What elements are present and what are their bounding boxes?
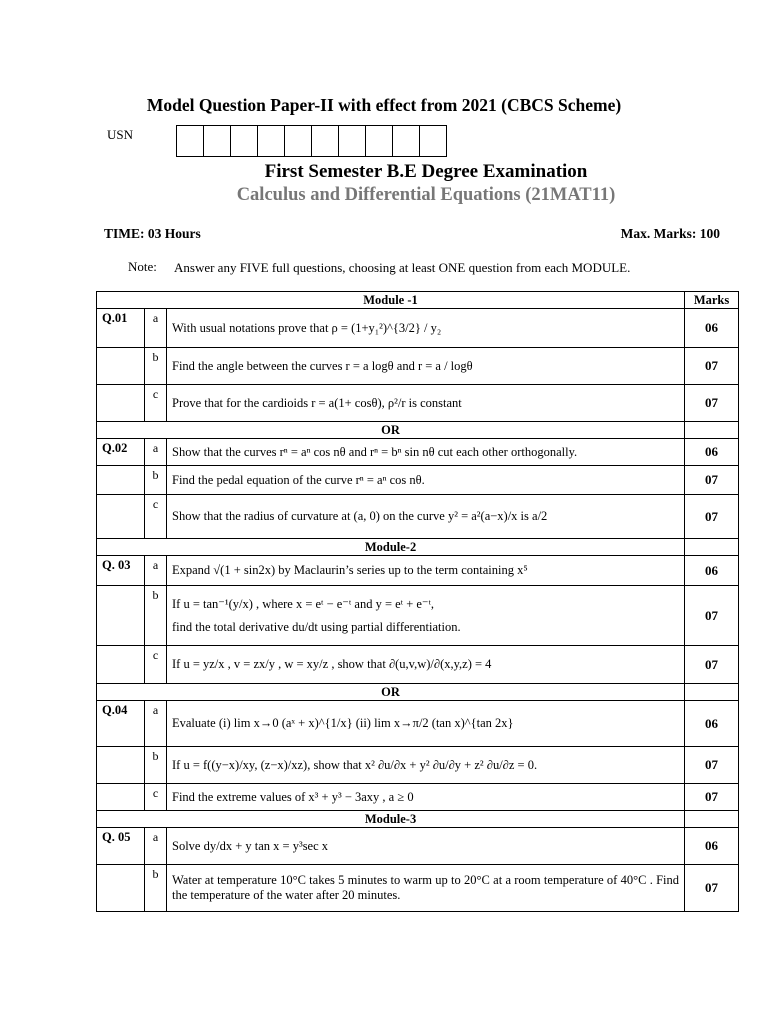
usn-boxes — [176, 125, 447, 157]
question-text: Expand √(1 + sin2x) by Maclaurin’s series up to the term containing x⁵ — [167, 556, 685, 586]
sub-label: a — [145, 309, 167, 348]
marks-value: 07 — [685, 586, 739, 646]
marks-value: 06 — [685, 556, 739, 586]
question-number: Q. 03 — [97, 556, 145, 586]
table-row — [97, 556, 739, 586]
table-row — [97, 828, 739, 865]
usn-box — [393, 126, 420, 156]
usn-box — [285, 126, 312, 156]
empty-cell — [685, 811, 739, 828]
table-row — [97, 348, 739, 385]
question-table — [96, 291, 739, 912]
question-number — [97, 495, 145, 539]
marks-value: 07 — [685, 865, 739, 912]
sub-label: a — [145, 701, 167, 747]
module-heading: Module -1 — [97, 292, 685, 309]
usn-box — [204, 126, 231, 156]
module-heading: Module-3 — [97, 811, 685, 828]
question-number — [97, 466, 145, 495]
question-text: Find the pedal equation of the curve rⁿ = aⁿ cos nθ. — [167, 466, 685, 495]
module-heading: Module-2 — [97, 539, 685, 556]
question-text: Prove that for the cardioids r = a(1+ cosθ), ρ²/r is constant — [167, 385, 685, 422]
sub-label: b — [145, 747, 167, 784]
marks-value: 06 — [685, 701, 739, 747]
marks-value: 07 — [685, 466, 739, 495]
usn-box — [339, 126, 366, 156]
question-text: Evaluate (i) lim x→0 (aˣ + x)^{1/x} (ii) lim x→π/2 (tan x)^{tan 2x} — [167, 701, 685, 747]
empty-cell — [685, 684, 739, 701]
question-text: If u = f((y−x)/xy, (z−x)/xz), show that x² ∂u/∂x + y² ∂u/∂y + z² ∂u/∂z = 0. — [167, 747, 685, 784]
usn-box — [258, 126, 285, 156]
table-row — [97, 495, 739, 539]
question-text: With usual notations prove that ρ = (1+y₁²)^{3/2} / y₂ — [167, 309, 685, 348]
table-row — [97, 865, 739, 912]
question-text: Show that the radius of curvature at (a, 0) on the curve y² = a²(a−x)/x is a/2 — [167, 495, 685, 539]
table-row — [97, 309, 739, 348]
question-text: Solve dy/dx + y tan x = y³sec x — [167, 828, 685, 865]
table-row — [97, 466, 739, 495]
usn-box — [366, 126, 393, 156]
marks-value: 07 — [685, 646, 739, 684]
marks-value: 06 — [685, 309, 739, 348]
marks-value: 07 — [685, 385, 739, 422]
note-text: Answer any FIVE full questions, choosing at least ONE question from each MODULE. — [174, 260, 631, 275]
table-row — [97, 784, 739, 811]
question-number — [97, 865, 145, 912]
sub-label: a — [145, 828, 167, 865]
marks-value: 06 — [685, 828, 739, 865]
question-number — [97, 348, 145, 385]
sub-label: c — [145, 784, 167, 811]
table-row — [97, 646, 739, 684]
question-text: If u = yz/x , v = zx/y , w = xy/z , show that ∂(u,v,w)/∂(x,y,z) = 4 — [167, 646, 685, 684]
usn-box — [231, 126, 258, 156]
note-label: Note: — [128, 259, 157, 274]
course-heading: Calculus and Differential Equations (21MAT11) — [236, 185, 616, 205]
question-line-2: find the total derivative du/dt using partial differentiation. — [172, 620, 461, 634]
marks-value: 07 — [685, 348, 739, 385]
question-text: Show that the curves rⁿ = aⁿ cos nθ and rⁿ = bⁿ sin nθ cut each other orthogonally. — [167, 439, 685, 466]
marks-value: 07 — [685, 495, 739, 539]
marks-value: 06 — [685, 439, 739, 466]
usn-box — [312, 126, 339, 156]
sub-label: a — [145, 556, 167, 586]
table-row — [97, 701, 739, 747]
time-label: TIME: 03 Hours — [104, 226, 201, 241]
table-row — [97, 385, 739, 422]
sub-label: c — [145, 495, 167, 539]
question-text: Find the extreme values of x³ + y³ − 3axy , a ≥ 0 — [167, 784, 685, 811]
question-text — [167, 586, 685, 646]
table-row — [97, 439, 739, 466]
question-number — [97, 784, 145, 811]
question-text: Find the angle between the curves r = a logθ and r = a / logθ — [167, 348, 685, 385]
usn-box — [177, 126, 204, 156]
question-number: Q.01 — [97, 309, 145, 348]
sub-label: b — [145, 348, 167, 385]
marks-value: 07 — [685, 784, 739, 811]
marks-header: Marks — [685, 292, 739, 309]
empty-cell — [685, 539, 739, 556]
max-marks-label: Max. Marks: 100 — [620, 226, 720, 241]
question-number — [97, 385, 145, 422]
marks-value: 07 — [685, 747, 739, 784]
sub-label: c — [145, 646, 167, 684]
question-number — [97, 586, 145, 646]
sub-label: b — [145, 865, 167, 912]
question-number — [97, 747, 145, 784]
or-divider: OR — [97, 422, 685, 439]
paper-title: Model Question Paper-II with effect from 2021 (CBCS Scheme) — [146, 95, 622, 115]
question-line-1: If u = tan⁻¹(y/x) , where x = eᵗ − e⁻ᵗ and y = eᵗ + e⁻ᵗ, — [172, 597, 435, 611]
sub-label: b — [145, 586, 167, 646]
usn-label: USN — [107, 127, 134, 142]
question-number: Q.04 — [97, 701, 145, 747]
empty-cell — [685, 422, 739, 439]
usn-box — [420, 126, 446, 156]
table-row — [97, 586, 739, 646]
question-number: Q. 05 — [97, 828, 145, 865]
question-number: Q.02 — [97, 439, 145, 466]
sub-label: c — [145, 385, 167, 422]
sub-label: b — [145, 466, 167, 495]
or-divider: OR — [97, 684, 685, 701]
semester-heading: First Semester B.E Degree Examination — [264, 161, 588, 182]
question-text: Water at temperature 10°C takes 5 minutes to warm up to 20°C at a room temperature of 40°C . Find the temperature of the water after 20 minutes. — [167, 865, 685, 912]
question-number — [97, 646, 145, 684]
table-row — [97, 747, 739, 784]
sub-label: a — [145, 439, 167, 466]
